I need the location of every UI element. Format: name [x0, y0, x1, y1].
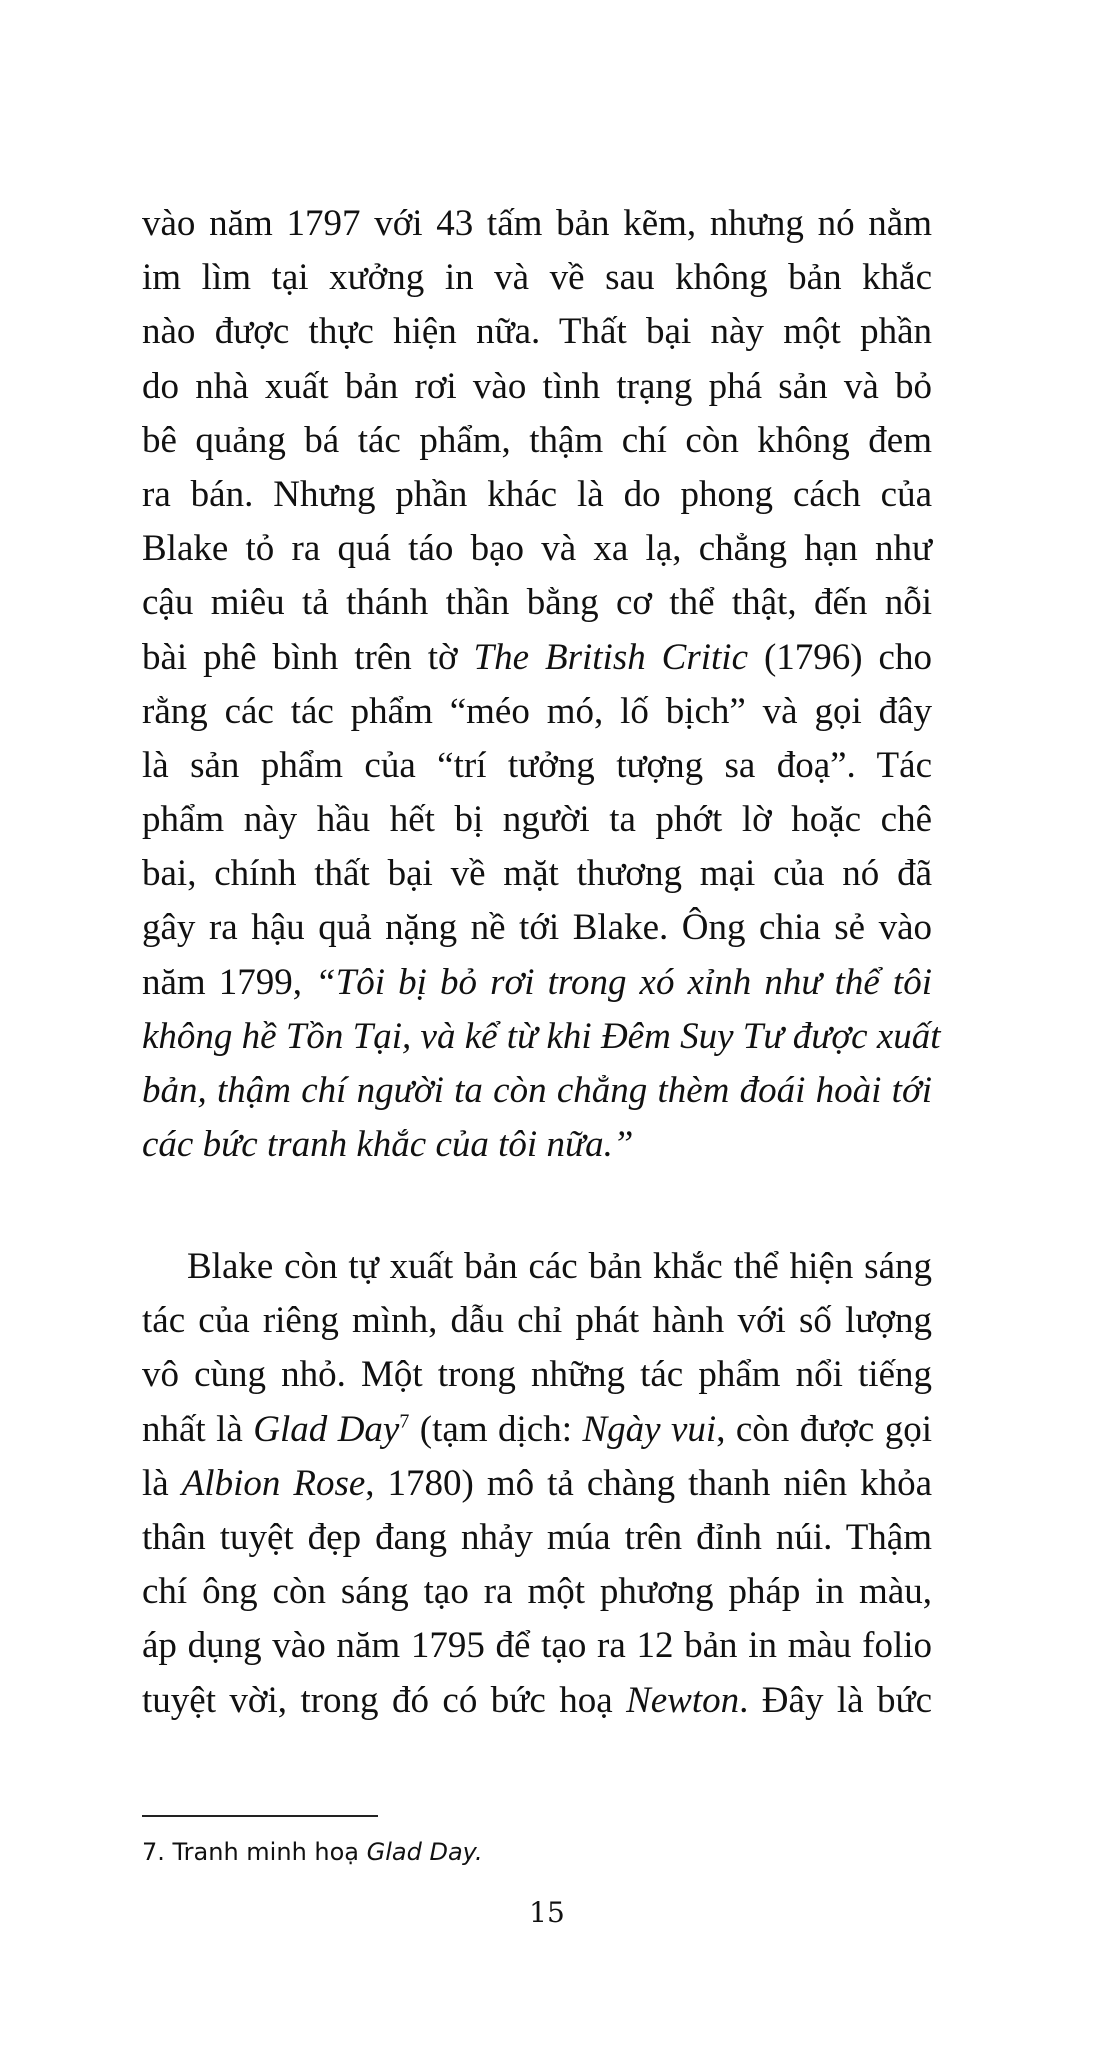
text-line	[142, 305, 932, 359]
text-run: Blake còn tự xuất bản các bản khắc thể hiện sáng	[187, 1246, 932, 1287]
text-run: (tạm dịch:	[409, 1408, 583, 1450]
text-line	[142, 1118, 932, 1172]
text-line	[142, 414, 932, 468]
text-run: Blake tỏ ra quá táo bạo và xa lạ, chẳng hạn như	[142, 528, 932, 570]
italic-text: Newton	[626, 1679, 740, 1721]
text-line	[142, 468, 932, 522]
text-line	[142, 360, 932, 414]
text-run: im lìm tại xưởng in và về sau không bản khắc	[142, 257, 932, 299]
text-run: vô cùng nhỏ. Một trong những tác phẩm nổi tiếng	[142, 1354, 932, 1396]
text-run: bê quảng bá tác phẩm, thậm chí còn không đem	[142, 419, 932, 461]
italic-text: các bức tranh khắc của tôi nữa.”	[142, 1124, 634, 1166]
text-line	[142, 685, 932, 739]
text-run: do nhà xuất bản rơi vào tình trạng phá sản và bỏ	[142, 365, 932, 407]
text-line	[142, 631, 932, 685]
text-line	[142, 576, 932, 630]
paragraph-2	[142, 1240, 932, 1728]
text-line	[142, 1403, 932, 1457]
text-line	[142, 1565, 932, 1619]
text-run: áp dụng vào năm 1795 để tạo ra 12 bản in màu folio	[142, 1625, 932, 1667]
italic-text: Glad Day	[253, 1408, 400, 1450]
text-line	[142, 522, 932, 576]
footnote-italic-text: Glad Day.	[366, 1838, 483, 1866]
text-run: . Đây là bức	[739, 1679, 933, 1721]
text-line	[142, 739, 932, 793]
footnote-number: 7.	[142, 1838, 165, 1866]
footnote-7	[142, 1836, 483, 1868]
text-run: ra bán. Nhưng phần khác là do phong cách của	[142, 473, 932, 515]
text-run: tuyệt vời, trong đó có bức hoạ	[142, 1679, 627, 1721]
text-run: (1796) cho	[748, 636, 932, 678]
text-run: , 1780) mô tả chàng thanh niên khỏa	[365, 1462, 932, 1504]
text-run: nhất là	[142, 1408, 254, 1450]
italic-text: The British Critic	[473, 636, 749, 678]
footnote-text: Tranh minh hoạ	[172, 1838, 367, 1866]
text-line	[142, 901, 932, 955]
text-line	[142, 1064, 932, 1118]
text-line	[142, 197, 932, 251]
text-line	[142, 1240, 932, 1294]
text-line	[142, 1348, 932, 1402]
text-line	[142, 1511, 932, 1565]
text-line	[142, 793, 932, 847]
text-line	[142, 1457, 932, 1511]
text-line	[142, 1294, 932, 1348]
text-line	[142, 847, 932, 901]
italic-text: “Tôi bị bỏ rơi trong xó xỉnh như thể tôi	[315, 961, 932, 1003]
italic-text: không hề Tồn Tại, và kể từ khi Đêm Suy Tư được xuất	[142, 1015, 941, 1057]
text-run: tác của riêng mình, dẫu chỉ phát hành với số lượng	[142, 1300, 932, 1342]
text-run: chí ông còn sáng tạo ra một phương pháp in màu,	[142, 1571, 932, 1613]
text-run: cậu miêu tả thánh thần bằng cơ thể thật, đến nỗi	[142, 582, 932, 624]
text-run: thân tuyệt đẹp đang nhảy múa trên đỉnh núi. Thậm	[142, 1516, 932, 1558]
text-run: nào được thực hiện nữa. Thất bại này một phần	[142, 311, 932, 353]
text-run: phẩm này hầu hết bị người ta phớt lờ hoặc chê	[142, 799, 932, 841]
text-line	[142, 1010, 941, 1064]
text-run: bài phê bình trên tờ	[142, 636, 474, 678]
text-run: vào năm 1797 với 43 tấm bản kẽm, nhưng nó nằm	[142, 203, 932, 244]
text-line	[142, 1619, 932, 1673]
text-run: , còn được gọi	[716, 1408, 932, 1450]
text-line	[142, 1674, 932, 1728]
italic-text: bản, thậm chí người ta còn chẳng thèm đoái hoài tới	[142, 1070, 932, 1111]
page-number: 15	[529, 1896, 565, 1929]
text-run: là sản phẩm của “trí tưởng tượng sa đoạ”. Tác	[142, 744, 932, 786]
text-line	[142, 956, 932, 1010]
text-run: rằng các tác phẩm “méo mó, lố bịch” và gọi đây	[142, 690, 932, 732]
text-run: bai, chính thất bại về mặt thương mại của nó đã	[142, 853, 932, 895]
text-run: là	[142, 1462, 182, 1504]
italic-text: Albion Rose	[181, 1462, 366, 1504]
text-run: gây ra hậu quả nặng nề tới Blake. Ông chia sẻ vào	[142, 907, 932, 949]
text-run: năm 1799,	[142, 961, 316, 1003]
paragraph-1	[142, 197, 941, 1172]
italic-text: Ngày vui	[582, 1408, 717, 1450]
footnote-separator	[142, 1815, 378, 1817]
footnote-reference: 7	[399, 1410, 410, 1433]
text-line	[142, 251, 932, 305]
